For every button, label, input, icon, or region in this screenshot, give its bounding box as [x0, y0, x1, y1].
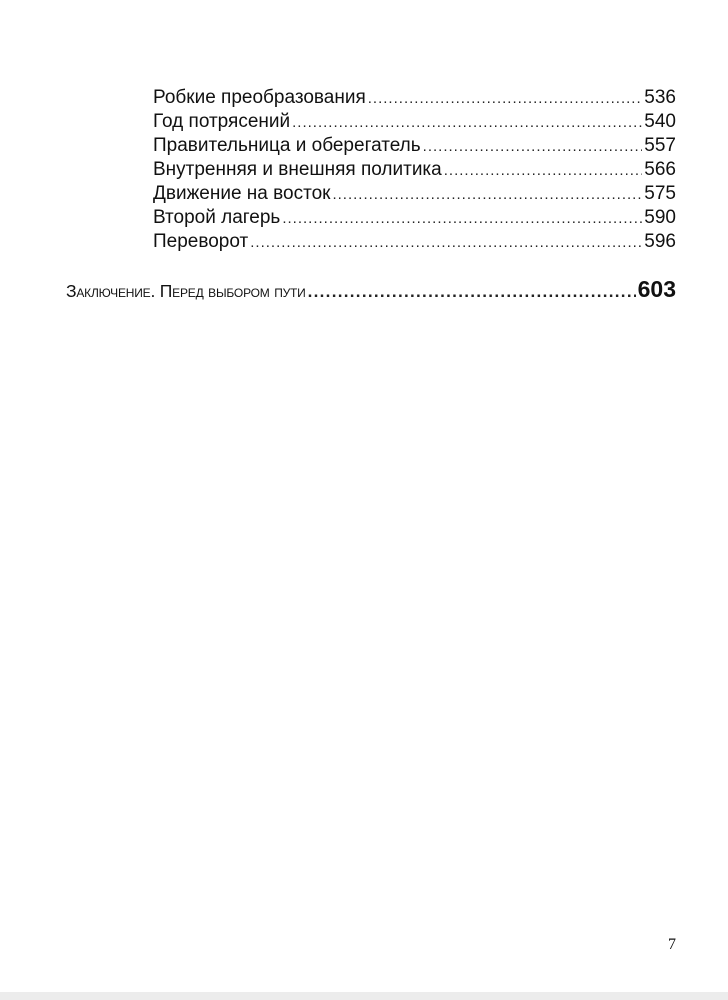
toc-entry-page: 590	[644, 207, 676, 228]
dot-leader	[308, 277, 636, 307]
toc-entry	[153, 86, 676, 110]
toc-entry-title: Правительница и оберегатель	[153, 135, 421, 156]
toc-entry	[153, 134, 676, 158]
page-number: 7	[668, 936, 676, 953]
toc-entry-page: 540	[644, 111, 676, 132]
dot-leader	[332, 183, 642, 207]
toc-entry-title: Робкие преобразования	[153, 87, 366, 108]
dot-leader	[423, 135, 643, 159]
toc-entry	[153, 230, 676, 254]
toc-conclusion-entry	[66, 274, 676, 304]
toc-entry-title: Внутренняя и внешняя политика	[153, 159, 442, 180]
toc-conclusion-page: 603	[637, 276, 676, 302]
toc-entry-page: 575	[644, 183, 676, 204]
table-of-contents	[66, 86, 676, 304]
toc-entry	[153, 182, 676, 206]
toc-entry	[153, 158, 676, 182]
toc-entry-page: 536	[644, 87, 676, 108]
dot-leader	[444, 159, 643, 183]
toc-entries-list	[66, 86, 676, 254]
dot-leader	[292, 111, 642, 135]
dot-leader	[282, 207, 642, 231]
toc-entry-title: Движение на восток	[153, 183, 331, 204]
dot-leader	[368, 87, 643, 111]
toc-entry	[153, 110, 676, 134]
toc-entry-title: Второй лагерь	[153, 207, 281, 228]
toc-entry-title: Год потрясений	[153, 111, 291, 132]
toc-entry-page: 557	[644, 135, 676, 156]
toc-entry-page: 596	[644, 231, 676, 252]
toc-entry-page: 566	[644, 159, 676, 180]
dot-leader	[250, 231, 642, 255]
page-bottom-edge	[0, 992, 728, 1000]
toc-entry-title: Переворот	[153, 231, 249, 252]
toc-entry	[153, 206, 676, 230]
toc-conclusion-title: Заключение. Перед выбором пути	[66, 281, 306, 301]
